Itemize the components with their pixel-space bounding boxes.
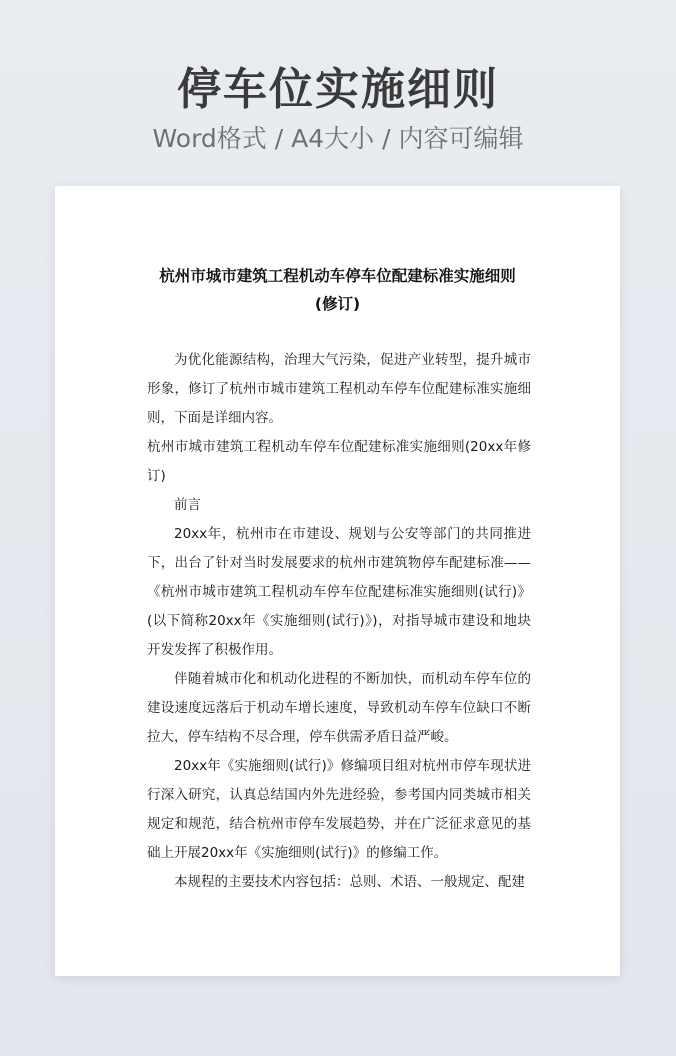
page-header [0, 62, 676, 156]
document-body [147, 346, 531, 897]
paragraph: 伴随着城市化和机动化进程的不断加快，而机动车停车位的建设速度远落后于机动车增长速度，导致机动车停车位缺口不断拉大，停车结构不尽合理，停车供需矛盾日益严峻。 [147, 671, 531, 745]
page-title: 停车位实施细则 [177, 64, 499, 115]
paragraph: 为优化能源结构，治理大气污染，促进产业转型，提升城市形象，修订了杭州市城市建筑工程机动车停车位配建标准实施细则，下面是详细内容。 [147, 352, 531, 426]
paragraph: 本规程的主要技术内容包括：总则、术语、一般规定、配建 [174, 874, 525, 890]
document-title [55, 262, 620, 318]
paragraph: 20xx年《实施细则(试行)》修编项目组对杭州市停车现状进行深入研究，认真总结国内外先进经验，参考国内同类城市相关规定和规范，结合杭州市停车发展趋势，并在广泛征求意见的基础上开展20xx年《实施细则(试行)》的修编工作。 [147, 758, 531, 861]
document-title-line1: 杭州市城市建筑工程机动车停车位配建标准实施细则 [159, 267, 516, 285]
section-heading: 前言 [174, 497, 201, 513]
page-subtitle: Word格式 / A4大小 / 内容可编辑 [152, 124, 524, 153]
paragraph: 20xx年，杭州市在市建设、规划与公安等部门的共同推进下，出台了针对当时发展要求的杭州市建筑物停车配建标准——《杭州市城市建筑工程机动车停车位配建标准实施细则(试行)》(以下简称20xx年《实施细则(试行)》)，对指导城市建设和地块开发发挥了积极作用。 [147, 526, 531, 658]
document-title-line2: (修订) [314, 295, 361, 313]
paragraph: 杭州市城市建筑工程机动车停车位配建标准实施细则(20xx年修订) [147, 439, 531, 484]
document-page [55, 186, 620, 976]
